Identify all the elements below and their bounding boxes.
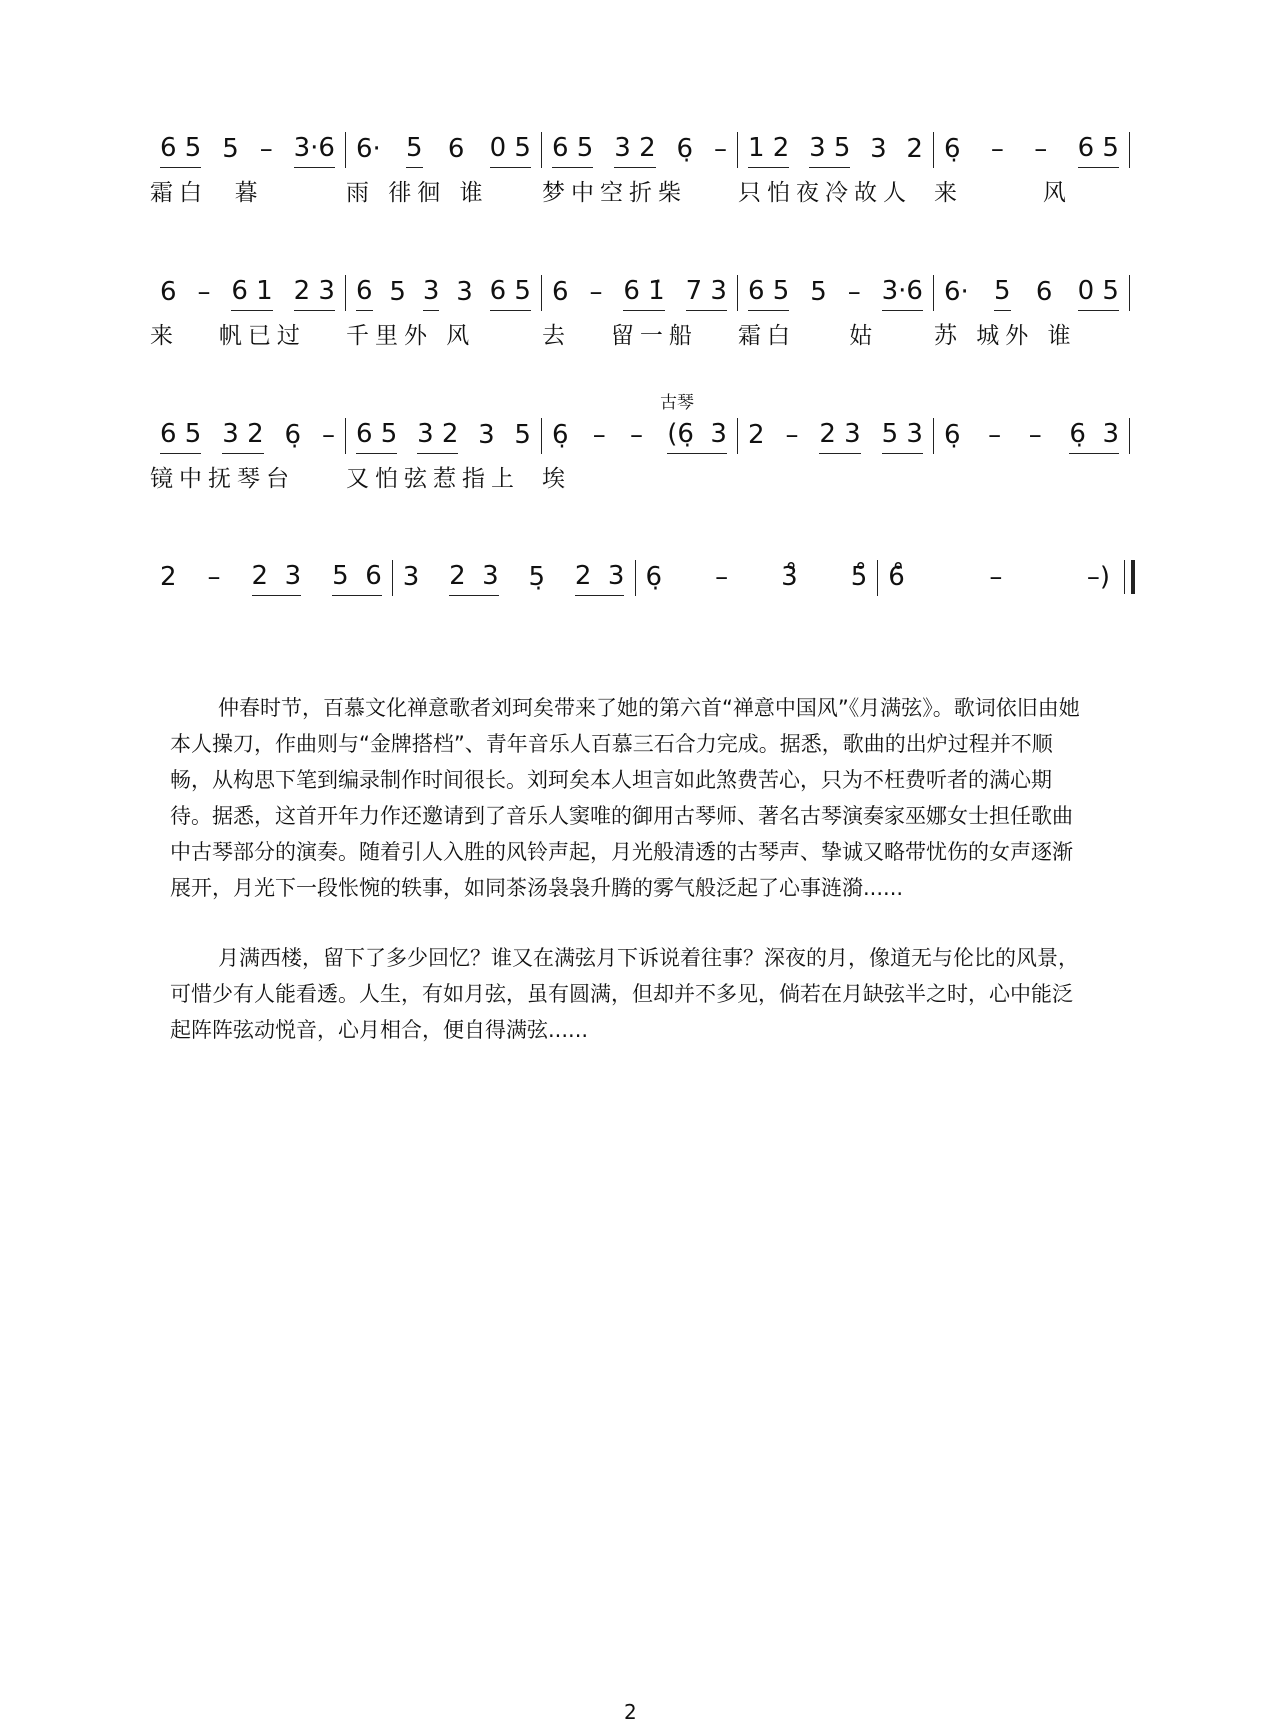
lyrics: 雨 徘徊 谁 [346,180,489,206]
lyrics: 去 留一船 [542,323,698,349]
note: 3 2 [417,419,458,454]
note: 2 [906,134,923,164]
measure [738,418,934,454]
lyrics: 埃 [542,466,571,492]
note: 2 3 [819,419,860,454]
score-line [150,393,1130,493]
note: 5 [994,276,1011,311]
note: – [989,562,1003,592]
note: 6 [447,134,465,164]
note: 6 [356,276,373,311]
note: 6· [944,277,969,307]
note: – [715,562,729,592]
measure [738,132,934,168]
note: – [847,277,861,307]
note: 6̣ [284,420,302,450]
note: 6 [552,277,569,307]
note: 2 3 [294,276,335,311]
lyrics: 镜中抚琴台 [150,466,295,492]
lyrics [738,460,934,493]
note: 1 2 [748,133,789,168]
note: 3 2 [222,419,263,454]
paragraph-reflection: 月满西楼，留下了多少回忆？谁又在满弦月下诉说着往事？深夜的月，像道无与伦比的风景，可惜少有人能看透。人生，有如月弦，虽有圆满，但却并不多见，倘若在月缺弦半之时，心中能泛起阵阵弦动悦音，心月相合，便自得满弦...... [170,946,1079,1042]
measure [542,418,738,454]
score-line [150,271,1130,350]
note: – [713,134,727,164]
note: 7 3 [686,276,727,311]
lyrics: 霜白 暮 [150,180,264,206]
note: – [1028,420,1042,450]
note: 2 3 [575,561,625,596]
measure [636,560,879,596]
note: – [785,420,799,450]
measure [934,418,1130,454]
note: 6̣ [676,134,694,164]
note: 0 5 [490,133,531,168]
note: 2 [748,420,765,450]
note: 6 5 [160,133,201,168]
note: – [988,420,1002,450]
note: – [321,420,335,450]
note: 5 [222,134,239,164]
instrument-annotation: 古琴 [660,393,694,413]
note: 3 [423,276,440,311]
lyrics: 来 风 [934,180,1072,206]
measure [738,275,934,311]
lyrics: 千里外 风 [346,323,476,349]
measure [150,132,346,168]
measure [878,560,1120,596]
note: 2 [160,562,177,592]
note: 6 1̇ [623,276,664,311]
note: 3 [402,562,420,592]
note: 3 [456,277,473,307]
lyrics [934,460,1130,493]
score-line [150,556,1135,602]
note: 0 5 [1078,276,1119,311]
note: 5 [389,277,406,307]
note: 3 5 [809,133,850,168]
note: 5 [406,133,423,168]
note: 6̣ 3 [1069,419,1119,454]
note: 6· [356,134,381,164]
note: 3 [478,420,495,450]
lyrics: 梦中空折柴 [542,180,687,206]
note: 5 3 [882,419,923,454]
note: –) [1086,562,1110,592]
page-number: 2 [624,1700,637,1724]
lyrics: 又怕弦惹指上 [346,466,520,492]
note: (6̣ 3 [667,419,727,454]
note: – [197,277,211,307]
note: – [207,562,221,592]
note: 5 6 [332,561,382,596]
score-line [150,128,1130,207]
note: 3 [870,134,887,164]
note: – [592,420,606,450]
note: 6̊ [888,562,905,592]
note: 6 5 [552,133,593,168]
note: 5̊ [850,562,868,592]
note: – [990,134,1004,164]
measure [150,275,346,311]
measure [934,275,1130,311]
note: 6 5 [490,276,531,311]
note: 5 [810,277,827,307]
lyrics: 只怕夜冷故人 [738,180,912,206]
note: 5̣ [528,562,546,592]
note: 6̣ [645,562,663,592]
note: 3·6 [882,276,923,311]
note: 6 [1035,277,1053,307]
note: 6 5 [160,419,201,454]
final-barline [1124,560,1135,594]
note: 5 [514,420,531,450]
lyrics: 霜白 姑 [738,323,879,349]
note: 6̣ [552,420,569,450]
note: 3·6 [294,133,335,168]
note: – [629,420,643,450]
note: 6 [160,277,177,307]
measure [150,560,393,596]
measure [934,132,1130,168]
measure [542,132,738,168]
measure [542,275,738,311]
measure [346,132,542,168]
paragraph-intro: 仲春时节，百慕文化禅意歌者刘珂矣带来了她的第六首“禅意中国风”《月满弦》。歌词依旧由她本人操刀，作曲则与“金牌搭档”、青年音乐人百慕三石合力完成。据悉，歌曲的出炉过程并不顺畅，从构思下笔到编录制作时间很长。刘珂矣本人坦言如此煞费苦心，只为不枉费听者的满心期待。据悉，这首开年力作还邀请到了音乐人窦唯的御用古琴师、著名古琴演奏家巫娜女士担任歌曲中古琴部分的演奏。随着引人入胜的风铃声起，月光般清透的古琴声、挚诚又略带忧伤的女声逐渐展开，月光下一段怅惋的轶事，如同茶汤袅袅升腾的雾气般泛起了心事涟漪...... [170,696,1080,900]
note: 3̊ [781,562,798,592]
measure [393,560,636,596]
note: 2 3 [252,561,302,596]
note: – [259,134,273,164]
note: 2 3 [449,561,499,596]
note: 6 5 [748,276,789,311]
note: 6 5 [1078,133,1119,168]
lyrics: 来 帆已过 [150,323,306,349]
note: – [589,277,603,307]
note: 6̣ [944,420,961,450]
measure [346,418,542,454]
note: – [1034,134,1048,164]
note: 6 1 [231,276,272,311]
note: 6̣ [944,134,961,164]
note: 6 5 [356,419,397,454]
note: 3 2 [614,133,655,168]
measure [346,275,542,311]
lyrics: 苏 城外 谁 [934,323,1077,349]
measure [150,418,346,454]
